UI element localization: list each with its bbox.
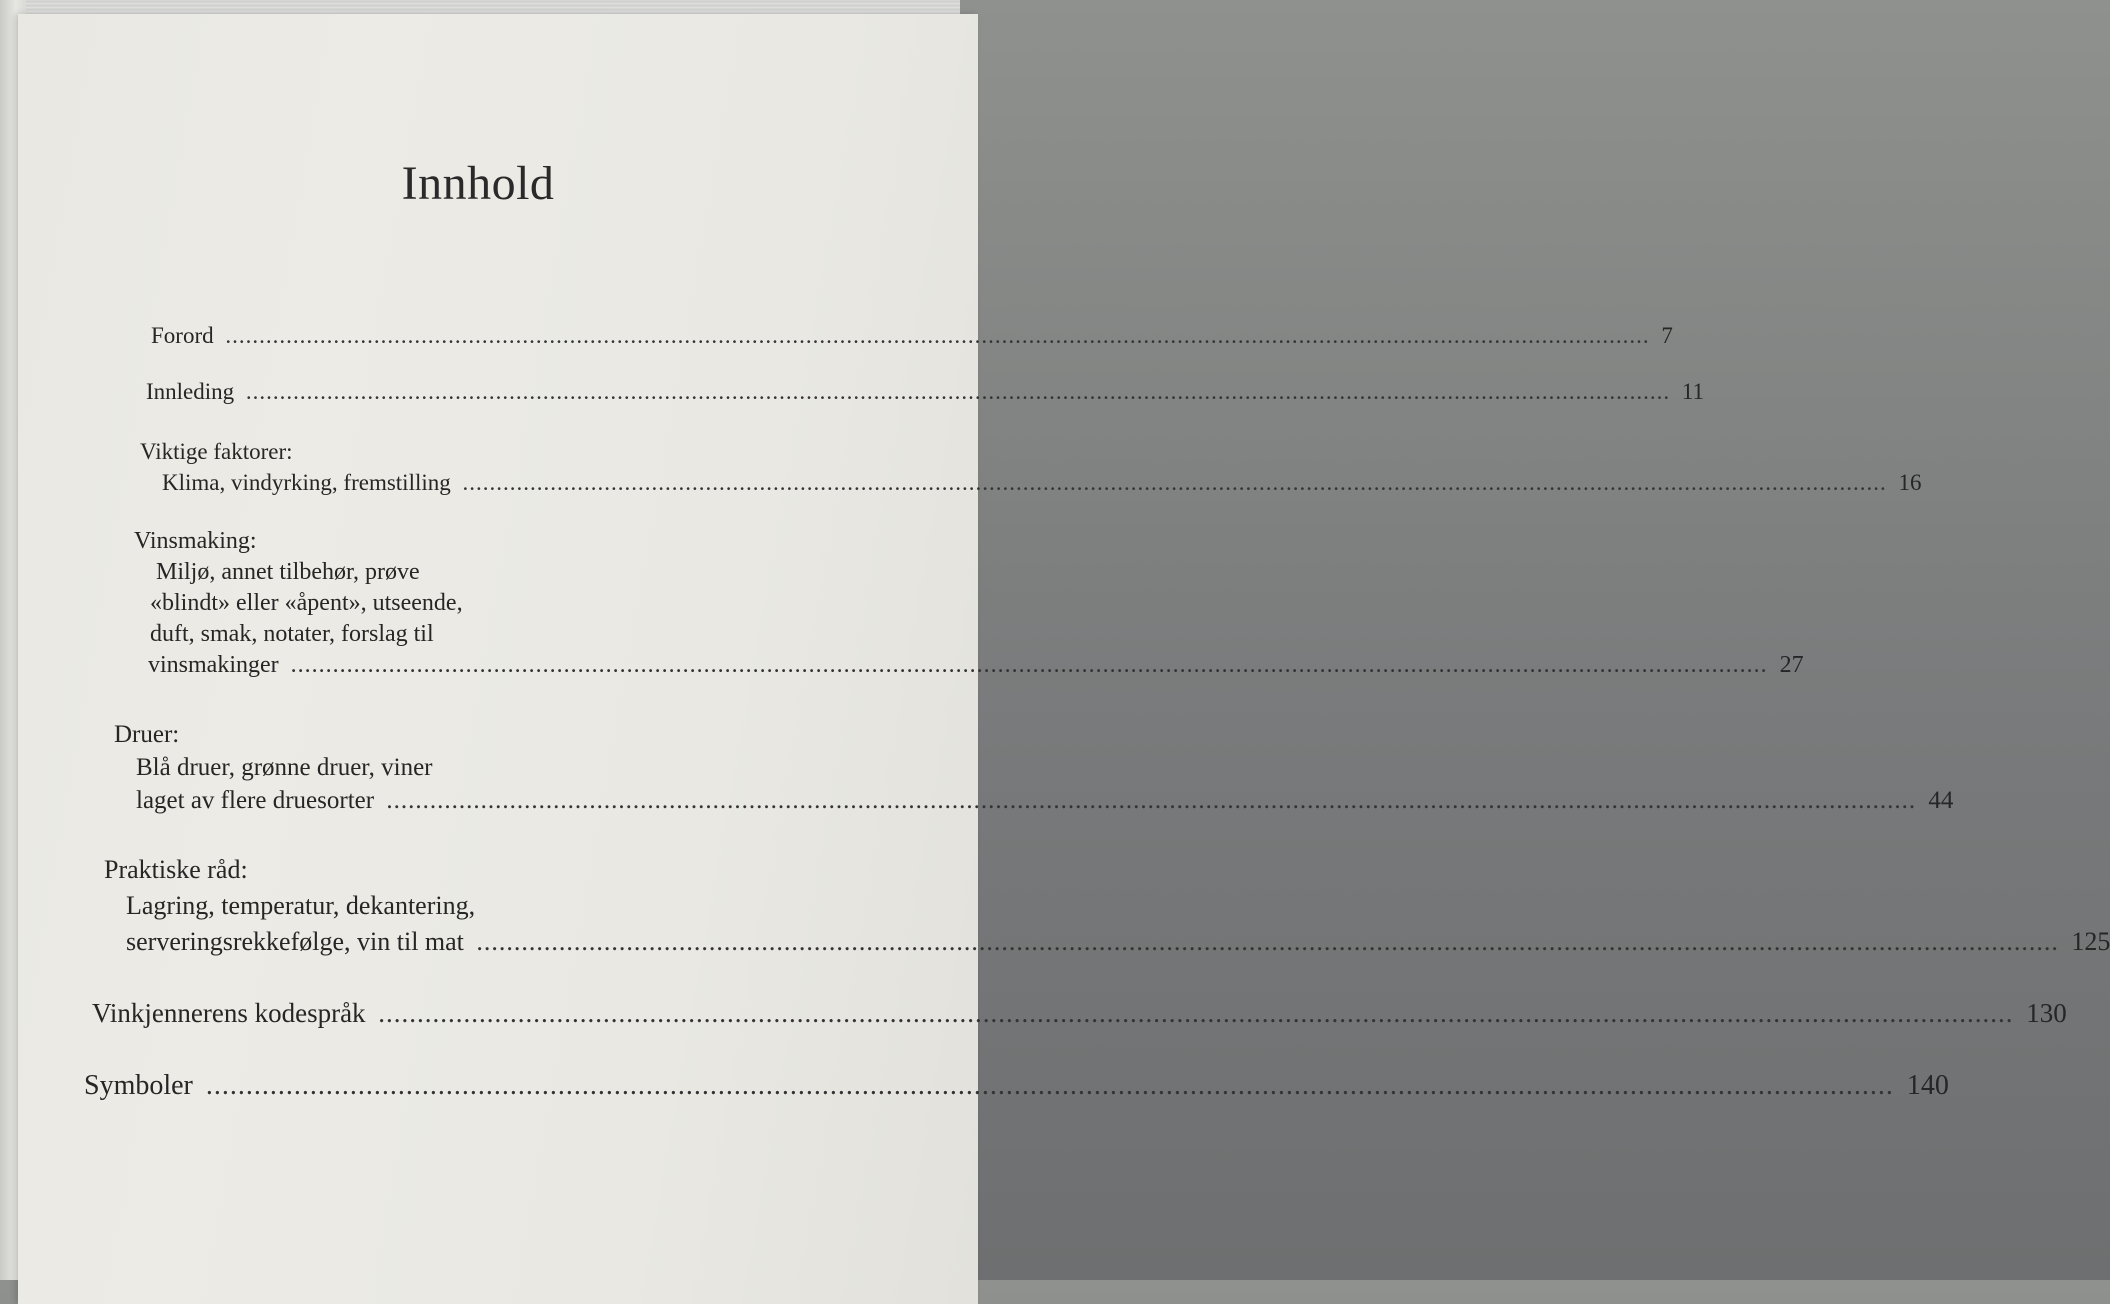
page-number: 125 — [2071, 927, 2110, 956]
book-page — [18, 14, 2110, 1304]
toc-entry-vinsmaking — [134, 526, 1804, 681]
table-of-contents — [18, 14, 2110, 1304]
dot-leader — [463, 470, 1887, 495]
page-title: Innhold — [401, 157, 555, 210]
toc-entry-forord — [151, 320, 1673, 351]
toc-subline: vinsmakinger — [148, 652, 279, 678]
toc-heading: Druer: — [114, 721, 180, 748]
dot-leader — [386, 787, 1916, 814]
toc-subline: Miljø, annet tilbehør, prøve — [156, 559, 420, 585]
page-number: 11 — [1681, 379, 1705, 404]
toc-leader-line — [140, 467, 1922, 498]
toc-entry-vinkjennerens-kodesprak — [92, 994, 2067, 1032]
page-number: 7 — [1661, 323, 1673, 348]
toc-entry-viktige-faktorer — [140, 436, 1922, 498]
toc-subline: Klima, vindyrking, fremstilling — [162, 470, 451, 495]
toc-subline: «blindt» eller «åpent», utseende, — [150, 590, 463, 616]
toc-subline: laget av flere druesorter — [136, 787, 375, 814]
dot-leader — [378, 998, 2013, 1028]
toc-heading: Vinsmaking: — [134, 528, 257, 554]
toc-entry-druer — [114, 718, 1954, 817]
toc-heading: Viktige faktorer: — [140, 439, 293, 464]
toc-heading: Vinkjennerens kodespråk — [92, 998, 366, 1028]
toc-heading: Symboler — [84, 1070, 193, 1101]
toc-subline: Blå druer, grønne druer, viner — [136, 754, 433, 781]
toc-leader-line — [84, 1066, 1949, 1106]
page-number: 16 — [1898, 470, 1922, 495]
toc-heading: Innleding — [146, 379, 235, 404]
page-number: 44 — [1928, 787, 1954, 814]
dot-leader — [291, 652, 1768, 678]
dot-leader — [206, 1070, 1894, 1101]
dot-leader — [225, 323, 1649, 348]
toc-entry-innleding — [146, 376, 1705, 407]
toc-subline: serveringsrekkefølge, vin til mat — [126, 927, 464, 956]
toc-heading: Forord — [151, 323, 214, 348]
toc-subline: Lagring, temperatur, dekantering, — [126, 891, 476, 920]
toc-entry-symboler — [84, 1066, 1949, 1106]
toc-leader-line — [92, 994, 2067, 1032]
page-number: 130 — [2026, 998, 2067, 1028]
toc-subline: duft, smak, notater, forslag til — [150, 621, 434, 647]
toc-leader-line — [104, 924, 2110, 960]
toc-leader-line — [151, 320, 1673, 351]
toc-heading: Praktiske råd: — [104, 855, 248, 884]
page-number: 140 — [1906, 1070, 1949, 1101]
dot-leader — [246, 379, 1670, 404]
dot-leader — [476, 927, 2059, 956]
toc-leader-line — [134, 650, 1804, 681]
toc-entry-praktiske-rad — [104, 852, 2110, 960]
toc-leader-line — [146, 376, 1705, 407]
page-number: 27 — [1779, 652, 1804, 678]
toc-leader-line — [114, 784, 1954, 817]
